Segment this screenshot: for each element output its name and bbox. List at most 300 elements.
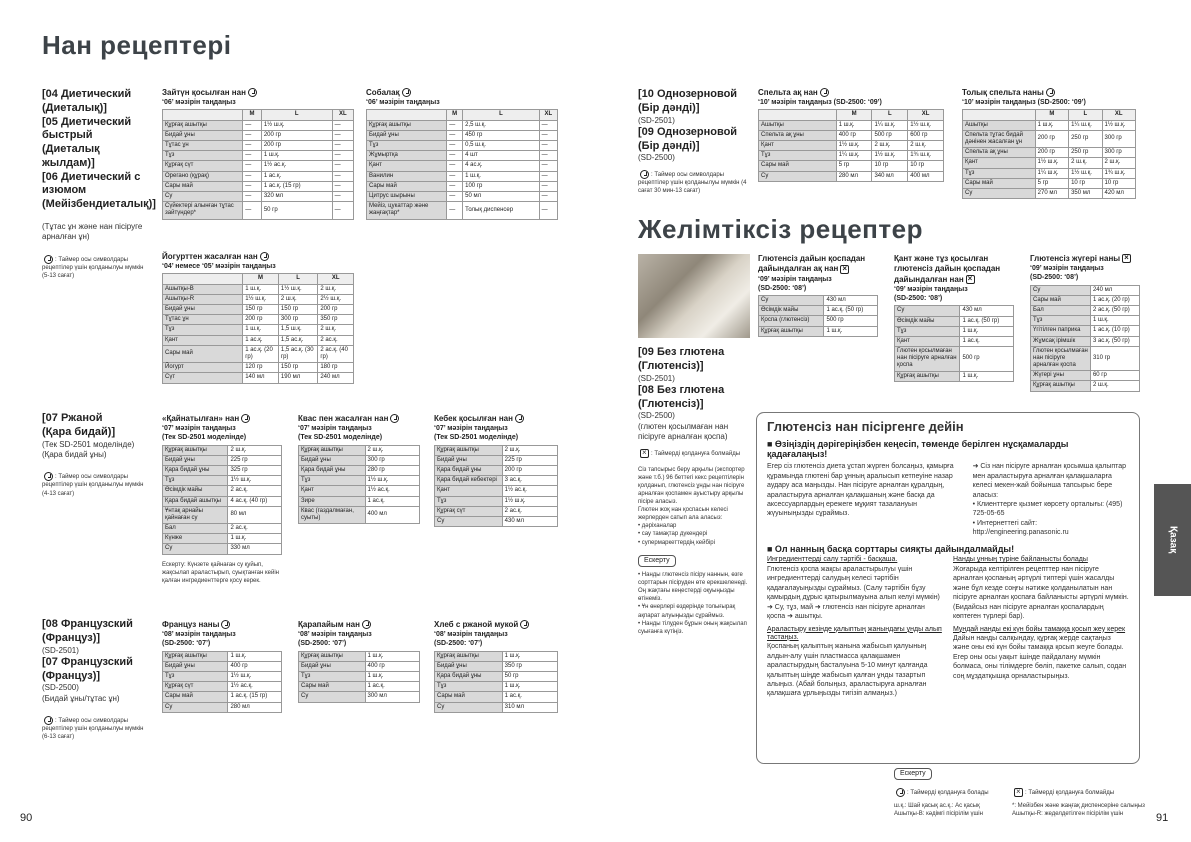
timer-icon [221,620,230,629]
amount-cell: 1 ш.қ. [365,671,419,681]
table-row [435,455,558,465]
header-cell [367,110,447,120]
amount-cell: — [447,191,463,201]
amount-cell: — [332,151,353,161]
amount-cell: 1 ас.қ. [365,496,419,506]
table-row [759,151,944,161]
ingredient-cell: Ореганo (құрақ) [163,171,243,181]
size-header: XL [318,274,354,284]
recipe-gf-corn-mode: ‘09’ мәзірін таңдаңыз [1030,265,1104,273]
amount-cell: 150 гр [278,305,317,315]
amount-cell: 400 гр [836,130,872,140]
amount-cell: 120 гр [243,363,279,373]
amount-cell: 3 ас.қ. [502,476,557,486]
ingredient-cell: Су [759,171,837,181]
ingredient-cell: Тұз [163,151,243,161]
amount-cell: — [447,151,463,161]
amount-cell: 200 гр [243,315,279,325]
size-header: XL [539,110,557,120]
category-line: (Француз)] [42,631,101,644]
ingredient-cell: Құрғақ ашытқы [299,445,366,455]
table-row [435,496,558,506]
table-row [163,315,354,325]
tips-box-title: Глютенсіз нан пісіргенге дейін [767,419,964,434]
recipe-olive-mode: ‘06’ мәзірін таңдаңыз [162,99,236,107]
amount-cell: — [332,141,353,151]
recipe-gf-corn-title: Глютенсіз жүгері наны× [1030,254,1140,264]
amount-cell: 1 ш.қ. [261,151,332,161]
recipe-kainat [162,414,282,585]
gluten-free-tips-box [756,412,1140,764]
table-row [163,345,354,362]
amount-cell: 240 мл [1090,285,1139,295]
amount-cell: 500 гр [872,130,908,140]
amount-cell: 1 ш.қ. [365,651,419,661]
amount-cell: 190 мл [278,373,317,383]
table-row [367,141,558,151]
grain-category-title2 [638,126,750,154]
timer-icon [44,716,53,725]
recipe-spelt [758,88,944,182]
amount-cell: 1,5 ас.қ. [278,335,317,345]
amount-cell: 5 гр [836,161,872,171]
ingredient-cell: Мейіз, цукаттар және жаңғақтар* [367,202,447,219]
amount-cell: 320 мл [261,191,332,201]
tips-p3: Қоспаның қалыптың жанына жабысып қалуының алдын-алу үшін пластмасса қалақшамен араластырудың басталуына 5-10 минут қалғанда қалыптың шіңде жабысып қалған ұнды тазартып алыңыз. (Абай болыңыз, араластыруға арналған қалақшаға ұрлыңызды тигізіп алмаңыз.) [767,643,928,698]
french-category-sub2: (SD-2500) (Бидай ұны/тұтас ұн) [42,683,120,703]
ingredient-cell: Глютен қосылмаған нан пісіруге арналған қоспа [1031,346,1091,371]
table-row [435,445,558,455]
size-header: M [836,110,872,120]
ingredient-cell: Қара бидай ұны [435,671,503,681]
table-row [435,692,558,702]
table-row [963,178,1136,188]
recipe-gf-white-title: Глютенсіз дайын қоспадан дайындалған ақ нан× [758,254,878,275]
table-row [1031,336,1140,346]
tips-p1-right: ➜ Сіз нан пісіруге арналған қосымша қалыптар мен араластыруға арналған қалақшаларға келесі мекен-жай бойынша тапсырыс бере аласыз: [972,463,1127,499]
recipe-spelt-full [962,88,1136,199]
amount-cell: 1½ ш.қ. [502,496,557,506]
amount-cell: 2 ш.қ. [318,284,354,294]
ingredient-cell: Бидай ұны [299,455,366,465]
ingredient-cell: Тұз [435,682,503,692]
amount-cell: 430 мл [960,306,1014,316]
amount-cell: 300 гр [278,315,317,325]
table-row [163,702,282,712]
ingredient-cell: Құрғақ ашытқы [759,326,824,336]
amount-cell: 1¾ ш.қ. [1102,168,1135,178]
category-line: [07 Французский [42,655,133,668]
legend-abbr-right: *: Мейізбен және жаңғақ диспенсеріне салыңыз Ашытқы-R: жеделдетілген пісірілім үшін [1012,803,1145,818]
diet-category-title [42,88,156,212]
table-row [299,651,420,661]
ingredient-cell: Қант [435,486,503,496]
category-line: (Мейізбендиеталық)] [42,198,156,210]
amount-cell: — [243,120,262,130]
ingredient-cell: Өсімдік майы [895,316,960,326]
table-row [963,158,1136,168]
amount-cell: 1½ ас.қ. [261,161,332,171]
recipe-french-table [162,651,282,713]
table-row [163,671,282,681]
grain-category-sub2: (SD-2500) [638,153,675,163]
grain-category-sub1: (SD-2501) [638,115,675,125]
amount-cell: 2 ш.қ. [1090,381,1139,391]
ingredient-cell: Құрғақ ашытқы [435,651,503,661]
amount-cell: 50 гр [261,202,332,219]
size-header: L [261,110,332,120]
amount-cell: 1¼ ш.қ. [1035,168,1068,178]
amount-cell: 60 гр [1090,371,1139,381]
ingredient-cell: Құрғақ ашытқы [1031,381,1091,391]
amount-cell: 2 ас.қ. (50 гр) [1090,305,1139,315]
ingredient-cell: Жүгері ұны [1031,371,1091,381]
amount-cell: 1½ ас.қ. [365,486,419,496]
amount-cell: 1 ас.қ. [502,692,557,702]
recipe-yogurt-title: Йогурттен жасалған нан [162,252,354,262]
ingredient-cell: Құрғақ ашытқы [435,445,503,455]
recipe-karapaim-title: Қарапайым нан [298,620,420,630]
table-row [299,465,420,475]
diet-category [42,88,156,280]
ingredient-cell: Сары май [299,682,366,692]
amount-cell: 1 ас.қ. (20 гр) [1090,295,1139,305]
amount-cell: 1½ ш.қ. [365,476,419,486]
bullet-item: • супермаркеттердің кейбірі [638,539,715,546]
amount-cell: 2 ас.қ. [318,335,354,345]
amount-cell: 1 ш.қ. [836,120,872,130]
french-category-title2 [42,656,152,684]
recipe-spelt-full-title: Толық спельта наны [962,88,1136,98]
table-row [759,326,878,336]
table-row [963,188,1136,198]
amount-cell: 350 гр [502,661,557,671]
table-row [367,151,558,161]
amount-cell: — [243,161,262,171]
ingredient-cell: Су [163,702,228,712]
ingredient-cell: Тұтас ұн [163,315,243,325]
category-line: [04 Диетический [42,88,132,100]
table-row [1031,346,1140,371]
recipe-french [162,620,282,713]
amount-cell: 2 ш.қ. [502,445,557,455]
recipe-spelt-full-mode: ‘10’ мәзірін таңдаңыз (SD-2500: ‘09’) [962,99,1086,107]
table-row [163,284,354,294]
ingredient-cell: Жұмсақ ірімшік [1031,336,1091,346]
table-row [299,692,420,702]
gf-category [638,346,750,636]
table-row [759,316,878,326]
amount-cell: 2 ш.қ. [872,141,908,151]
amount-cell: — [332,191,353,201]
amount-cell: 1½ ас.қ. [228,682,282,692]
note-item: • Нанды глютенсіз пісіру наннын, өзге сорттарын пісіруден өте ерекшеленеді. Оң жақтағы кеңестерді оқуыңызды өтінеміз. [638,572,748,603]
amount-cell: 2 ш.қ. [318,325,354,335]
tips-u2: Араластыру кезінде қалыптың жанындағы ұнды алып тастаңыз. [767,625,942,641]
recipe-gf-white-table [758,295,878,337]
amount-cell: 1¼ ш.қ. [872,120,908,130]
table-row [759,120,944,130]
category-line: изюмом [42,184,87,197]
timer-icon [390,414,399,423]
diet-category-sub: (Тұтас ұн және нан пісіруге арналған ұн) [42,221,143,242]
ingredient-cell: Спельта ақ ұны [963,148,1036,158]
table-row [759,141,944,151]
amount-cell: — [539,191,557,201]
amount-cell: 2 ш.қ. [1069,158,1102,168]
note-item: • Нанды тілуден бұрын оның жақсылап суығанға күтіңіз. [638,620,747,635]
ingredient-cell: Су [163,191,243,201]
gf-category-title [638,346,750,374]
tips-head-1: ■ Өзіңіздің дәрігеріңізбен кеңесіп, төменде берілген нұсқамаларды қадағалаңыз! [767,438,1069,460]
amount-cell: 150 гр [278,363,317,373]
amount-cell: 200 гр [318,305,354,315]
amount-cell: — [447,130,463,140]
amount-cell: 1,5 ш.қ. [278,325,317,335]
table-row [367,120,558,130]
recipe-sobalak-mode: ‘06’ мәзірін таңдаңыз [366,99,440,107]
recipe-bran-table [434,445,558,528]
table-row [1031,285,1140,295]
amount-cell: — [332,181,353,191]
amount-cell: 1 ш.қ. [243,325,279,335]
ingredient-cell: Бал [163,524,228,534]
table-row [759,306,878,316]
amount-cell: — [332,171,353,181]
rye-timer-note: : Таймер осы символдары рецептілер үшін қолданылуы мүмкін (4-13 сағат) [42,472,152,497]
ingredient-cell: Қара бидай кебектері [435,476,503,486]
language-tab: Қазақ [1154,484,1191,596]
ingredient-cell: Қант [759,141,837,151]
amount-cell: — [243,181,262,191]
amount-cell: — [447,161,463,171]
amount-cell: 2½ ш.қ. [318,294,354,304]
recipe-gf-white-mode: ‘09’ мәзірін таңдаңыз [758,275,832,283]
ingredient-cell: Квас (газдалмаған, суыты) [299,506,366,523]
amount-cell: — [447,171,463,181]
amount-cell: 2 ас.қ. (40 гр) [318,345,354,362]
amount-cell: 200 гр [502,465,557,475]
table-row [163,661,282,671]
table-row [435,465,558,475]
size-header: L [872,110,908,120]
amount-cell: 1 ас.қ. (15 гр) [228,692,282,702]
table-row [1031,326,1140,336]
category-line: [08 Французский [42,618,133,630]
ingredient-cell: Ашытқы-В [163,284,243,294]
french-category-title [42,618,152,646]
table-row [163,161,354,171]
ingredient-cell: Ашытқы-R [163,294,243,304]
amount-cell: 1 ас.қ. (50 гр) [960,316,1014,326]
amount-cell: 1 ас.қ. (20 гр) [243,345,279,362]
category-line: [06 Диетический с [42,170,141,183]
size-header: XL [1102,110,1135,120]
ingredient-cell: Ванилин [367,171,447,181]
table-row [1031,371,1140,381]
amount-cell: 1½ ш.қ. [278,284,317,294]
table-row [895,371,1014,381]
table-row [163,682,282,692]
amount-cell: 1 ш.қ. [502,651,557,661]
table-row [163,465,282,475]
recipe-french-model: (SD-2500: ‘07’) [162,640,211,648]
table-row [435,486,558,496]
amount-cell: 1½ ас.қ. [502,486,557,496]
recipe-french-title: Француз наны [162,620,282,630]
table-row [163,120,354,130]
amount-cell: 1 ш.қ. [243,284,279,294]
amount-cell: — [539,130,557,140]
amount-cell: 240 мл [318,373,354,383]
ingredient-cell: Су [163,544,228,554]
table-row [963,168,1136,178]
table-row [759,161,944,171]
ingredient-cell: Бидай ұны [299,661,366,671]
size-header: L [1069,110,1102,120]
table-row [299,486,420,496]
gf-bullets [638,466,750,547]
category-line: (Француз)] [42,669,101,682]
amount-cell: 1½ ш.қ. [261,120,332,130]
recipe-kvass-title: Квас пен жасалған нан [298,414,420,424]
recipe-gf-sugar-table [894,305,1014,382]
amount-cell: 4 ас.қ. [463,161,540,171]
ingredient-cell: Глютен қосылмаған нан пісіруге арналған қоспа [895,347,960,372]
size-header: M [1035,110,1068,120]
recipe-sobalak-title: Собалақ [366,88,558,98]
amount-cell: 10 гр [1069,178,1102,188]
amount-cell: — [539,181,557,191]
no-timer-icon [1014,788,1023,797]
amount-cell: 430 мл [824,295,878,305]
ingredient-cell: Жұмыртқа [367,151,447,161]
amount-cell: 1 ас.қ. [243,335,279,345]
table-row [163,363,354,373]
recipe-french-mode: ‘08’ мәзірін таңдаңыз [162,631,236,639]
amount-cell: 1½ ш.қ. [243,294,279,304]
recipe-rye-flour-mode: ‘08’ мәзірін таңдаңыз [434,631,508,639]
timer-icon [515,414,524,423]
amount-cell: — [243,151,262,161]
recipe-gf-sugar-title: Қант және тұз қосылған глютенсіз дайын қоспадан дайындалған нан× [894,254,1014,285]
category-line: (Бір дәнді)] [638,101,700,114]
no-timer-icon [1122,254,1131,263]
legend-abbr-left: ш.қ.: Шай қасық ас.қ.: Ас қасық Ашытқы-В: кәдімгі пісірілім үшін [894,803,983,818]
eskertu-label: Ескерту [638,555,676,567]
amount-cell: 250 гр [1069,130,1102,147]
grain-category [638,88,750,195]
recipe-rye-flour-model: (SD-2500: ‘07’) [434,640,483,648]
table-row [163,151,354,161]
amount-cell: 400 мл [365,506,419,523]
amount-cell: 2 ш.қ. [365,445,419,455]
left-page-title: Нан рецептері [42,30,232,60]
table-row [367,181,558,191]
no-timer-icon [840,265,849,274]
recipe-kvass-table [298,445,420,525]
amount-cell: — [447,181,463,191]
table-row [163,191,354,201]
bullet-item: Сіз тапсырыс беру арқылы (экспортер және т.б.) 96 беттегі кекс рецептілерін қолданып, глютенсіз ұнды нан пісіруге арналған қоспамен ауыстыру арқылы пісіре аласыз. [638,466,745,506]
recipe-bran-model: (Тек SD-2501 моделінде) [434,434,519,442]
amount-cell: — [539,120,557,130]
recipe-spelt-full-table [962,109,1136,199]
ingredient-cell: Тұз [367,141,447,151]
recipe-kvass-mode: ‘07’ мәзірін таңдаңыз [298,425,372,433]
size-header: XL [908,110,944,120]
ingredient-cell: Өсімдік майы [759,306,824,316]
amount-cell: 1½ ш.қ. [1035,158,1068,168]
table-row [163,373,354,383]
no-timer-icon [640,449,649,458]
table-row [1031,295,1140,305]
amount-cell: 1 ш.қ. [502,682,557,692]
table-row [163,455,282,465]
amount-cell: 2 ас.қ. [228,524,282,534]
recipe-gf-corn [1030,254,1140,392]
table-row [367,130,558,140]
amount-cell: 1½ ш.қ. [1102,120,1135,130]
table-row [299,506,420,523]
ingredient-cell: Су [963,188,1036,198]
recipe-gf-corn-table [1030,285,1140,392]
recipe-kainat-title: «Қайнатылған» нан [162,414,282,424]
ingredient-cell: Қант [367,161,447,171]
ingredient-cell: Тұз [1031,316,1091,326]
ingredient-cell: Қант [963,158,1036,168]
ingredient-cell: Спельта тұтас бидай дәнінен жасалған ұн [963,130,1036,147]
recipe-gf-corn-model: (SD-2500: ‘08’) [1030,274,1079,282]
recipe-gf-sugar-model: (SD-2500: ‘08’) [894,295,943,303]
table-row [163,476,282,486]
amount-cell: — [447,202,463,219]
ingredient-cell: Сары май [435,692,503,702]
timer-icon [248,88,257,97]
size-header: M [447,110,463,120]
french-category [42,618,152,742]
recipe-karapaim-model: (SD-2500: ‘07’) [298,640,347,648]
timer-icon [402,88,411,97]
table-row [299,661,420,671]
table-row [163,524,282,534]
ingredient-cell: Бал [1031,305,1091,315]
amount-cell: 1 ш.қ. [1035,120,1068,130]
amount-cell: 280 гр [365,465,419,475]
ingredient-cell: Су [299,692,366,702]
ingredient-cell: Қара бидай ұны [435,465,503,475]
tips-u4: Мұндай нанды екі күн бойы тамаққа қосып жеу керек [953,625,1126,633]
ingredient-cell: Қоспа (глютенсіз) [759,316,824,326]
timer-icon [362,620,371,629]
recipe-kainat-mode: ‘07’ мәзірін таңдаңыз [162,425,236,433]
timer-icon [520,620,529,629]
amount-cell: 430 мл [502,516,557,526]
ingredient-cell: Сүйектері алынған тұтас зайтүндер* [163,202,243,219]
amount-cell: 1½ ш.қ. [1069,168,1102,178]
amount-cell: 280 мл [836,171,872,181]
header-cell [163,274,243,284]
category-line: [09 Однозерновой [638,125,738,138]
amount-cell: — [539,171,557,181]
amount-cell: 4 шт [463,151,540,161]
amount-cell: 1 ш.қ. [960,371,1014,381]
amount-cell: 1 ш.қ. [228,534,282,544]
recipe-gf-sugar [894,254,1014,382]
amount-cell: — [447,141,463,151]
gf-nogl-note: ×: Таймерді қолдануға болмайды [638,449,750,458]
category-line: [10 Однозерновой [638,88,738,100]
